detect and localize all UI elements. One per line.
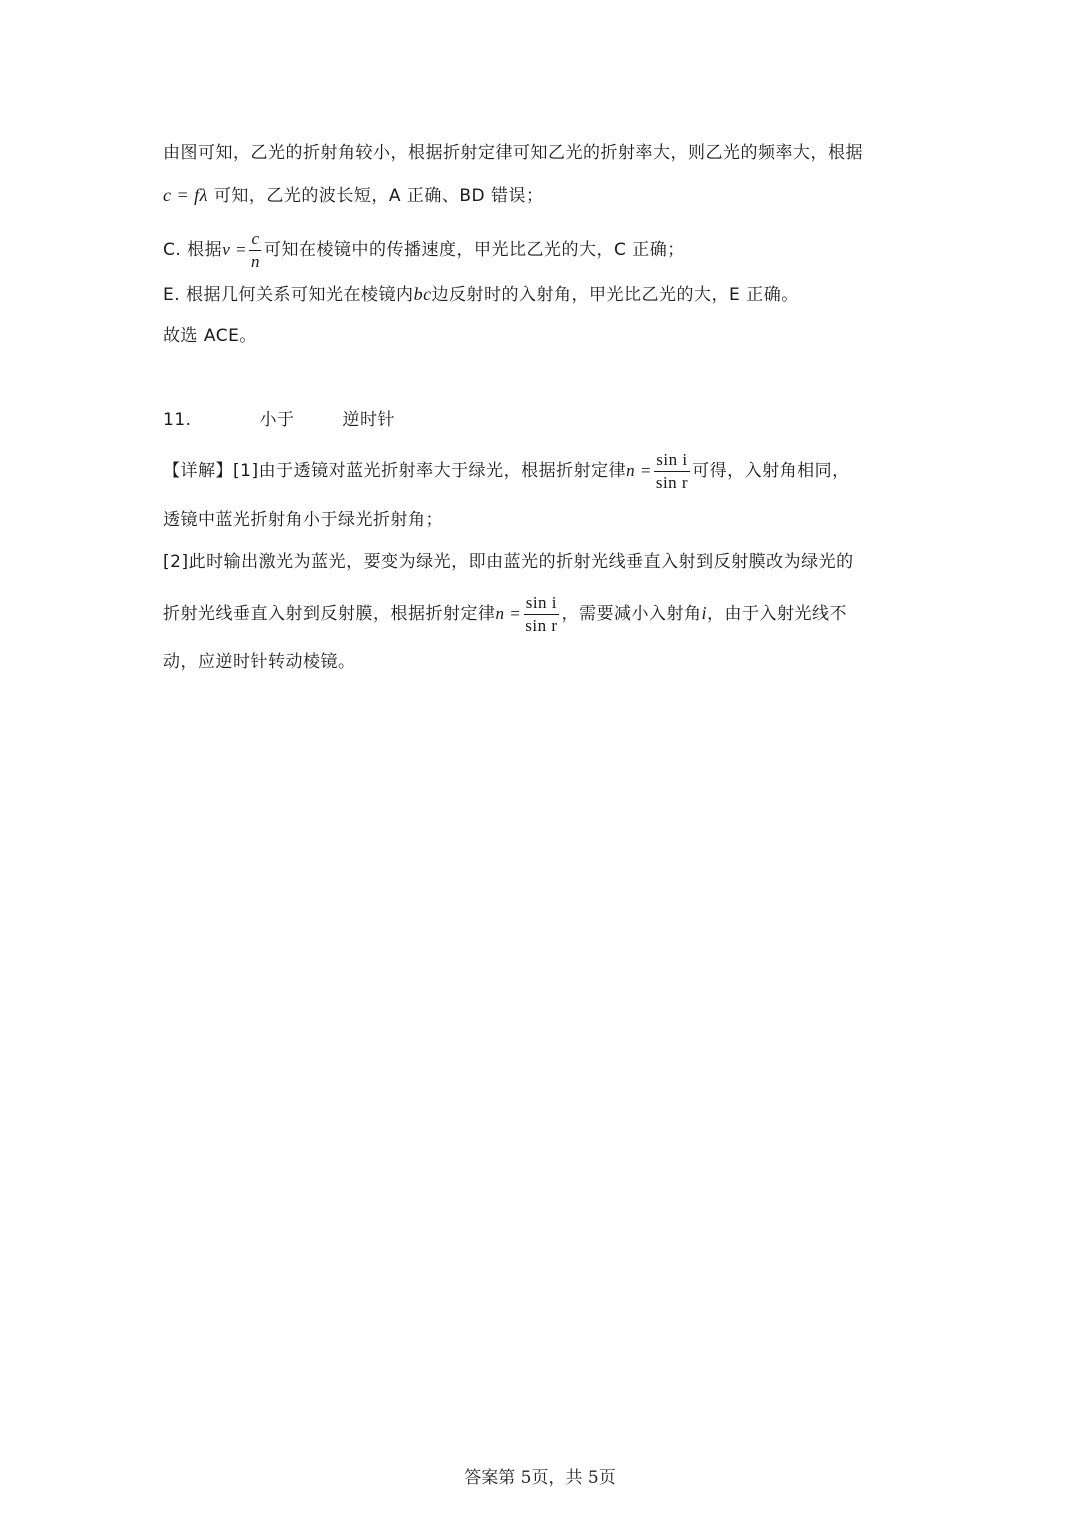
paragraph-line (163, 226, 685, 274)
paragraph-line (163, 550, 854, 574)
fraction (654, 450, 690, 493)
fraction (249, 229, 262, 272)
paragraph-line (163, 508, 443, 532)
fraction-denominator: sin r (655, 472, 689, 492)
text: E. 根据几何关系可知光在棱镜内 (163, 285, 414, 305)
page-footer: 答案第 5页，共 5页 (464, 1468, 616, 1488)
text: [2]此时输出激光为蓝光，要变为绿光，即由蓝光的折射光线垂直入射到反射膜改为绿光的 (163, 552, 854, 572)
paragraph-line (163, 141, 863, 165)
paragraph-line (163, 650, 356, 674)
paragraph-line (163, 446, 850, 496)
text: 动，应逆时针转动棱镜。 (163, 652, 356, 672)
question-number: 11. (163, 410, 192, 430)
fraction (523, 593, 559, 636)
wavelength-formula: c = fλ (163, 185, 208, 205)
text: 故选 ACE。 (163, 326, 257, 346)
text: 透镜中蓝光折射角小于绿光折射角； (163, 510, 443, 530)
text: 可得，入射角相同， (692, 461, 850, 481)
text: 边反射时的入射角，甲光比乙光的大，E 正确。 (431, 285, 799, 305)
paragraph-line (163, 183, 544, 208)
formula-lhs: n = (626, 461, 652, 480)
edge-variable: bc (413, 284, 432, 304)
question-answer-line (163, 408, 395, 432)
angle-variable: i (701, 603, 707, 623)
answer-1: 小于 (259, 410, 295, 430)
fraction-numerator: sin i (524, 593, 559, 615)
paragraph-line (163, 324, 257, 348)
paragraph-line (163, 588, 847, 638)
fraction-numerator: sin i (654, 450, 689, 472)
text: ，需要减小入射角 (561, 604, 702, 624)
formula-lhs: v = (222, 240, 247, 259)
text: 【详解】[1]由于透镜对蓝光折射率大于绿光，根据折射定律 (163, 461, 627, 481)
formula-lhs: n = (495, 604, 522, 623)
text: ，由于入射光线不 (707, 604, 847, 624)
text: C. 根据 (163, 240, 223, 260)
fraction-denominator: n (250, 251, 260, 271)
paragraph-line (163, 282, 799, 307)
fraction-denominator: sin r (525, 615, 558, 635)
fraction-numerator: c (249, 229, 261, 251)
text: 折射光线垂直入射到反射膜，根据折射定律 (163, 604, 496, 624)
text: 由图可知，乙光的折射角较小，根据折射定律可知乙光的折射率大，则乙光的频率大，根据 (163, 143, 863, 163)
text: 可知在棱镜中的传播速度，甲光比乙光的大，C 正确； (263, 240, 685, 260)
text: 可知，乙光的波长短，A 正确、BD 错误； (213, 186, 544, 206)
answer-2: 逆时针 (342, 410, 396, 430)
